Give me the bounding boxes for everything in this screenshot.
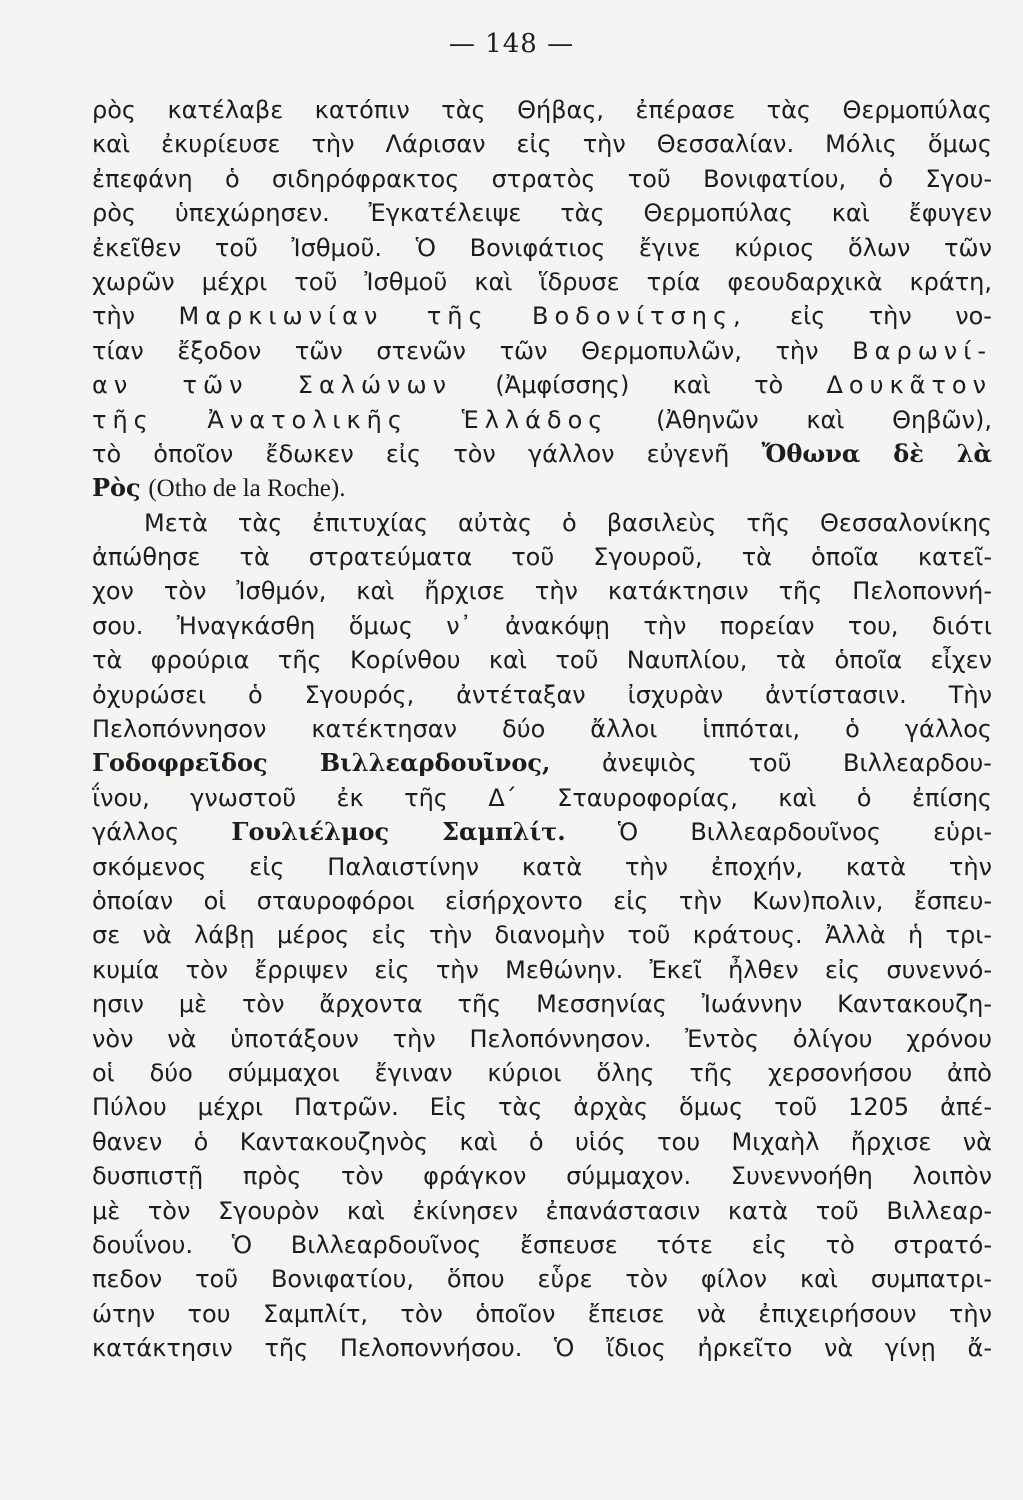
text-line: Πύλου μέχρι Πατρῶν. Εἰς τὰς ἀρχὰς ὅμως τοῦ 1205 ἀπέ- (92, 1093, 992, 1122)
spaced-name-markionia: Μαρκιωνίαν (178, 302, 384, 331)
text-line: ὁποίαν οἱ σταυροφόροι εἰσήρχοντο εἰς τὴν Κων)πολιν, ἔσπευ- (92, 886, 992, 915)
text-line: ησιν μὲ τὸν ἄρχοντα τῆς Μεσσηνίας Ἰωάννην Καντακουζη- (92, 990, 992, 1019)
text-line: ΐνου, γνωστοῦ ἐκ τῆς Δ´ Σταυροφορίας, καὶ ὁ ἐπίσης (92, 783, 992, 812)
text-line-spaced (92, 368, 992, 402)
text-line-spaced (92, 403, 992, 437)
text-line: ὀχυρώσει ὁ Σγουρός, ἀντέταξαν ἰσχυρὰν ἀντίστασιν. Τὴν (92, 680, 992, 709)
text-line: καὶ ἐκυρίευσε τὴν Λάρισαν εἰς τὴν Θεσσαλίαν. Μόλις ὅμως (92, 130, 992, 159)
bold-name-villehardouin: Γοδοφρεῖδος Βιλλεαρδουῖνος, (92, 748, 551, 778)
latin-name: (Otho de la Roche). (148, 475, 346, 503)
spaced-name-doukaton: Δουκᾶτον (826, 371, 992, 400)
text-line (92, 815, 992, 849)
text-line: δυσπιστῇ πρὸς τὸν φράγκον σύμμαχον. Συνεννοήθη λοιπὸν (92, 1162, 992, 1191)
text-fragment: γάλλος (92, 818, 180, 847)
text-line: σου. Ἠναγκάσθη ὅμως ν᾽ ἀνακόψῃ τὴν πορείαν του, διότι (92, 611, 992, 640)
bold-name-champlitte: Γουλιέλμος Σαμπλίτ. (231, 817, 566, 847)
text-line: σε νὰ λάβῃ μέρος εἰς τὴν διανομὴν τοῦ κράτους. Ἀλλὰ ἡ τρι- (92, 921, 992, 950)
spaced-name-vodonitsa: Βοδονίτσης, (532, 302, 747, 331)
text-line: οἱ δύο σύμμαχοι ἔγιναν κύριοι ὅλης τῆς χερσονήσου ἀπὸ (92, 1058, 992, 1087)
text-line: νὸν νὰ ὑποτάξουν τὴν Πελοπόννησον. Ἐντὸς ὀλίγου χρόνου (92, 1024, 992, 1053)
text-line: ώτην του Σαμπλίτ, τὸν ὁποῖον ἔπεισε νὰ ἐπιχειρήσουν τὴν (92, 1299, 992, 1328)
text-fragment: (Ἀμφίσσης) καὶ τὸ (495, 371, 784, 400)
text-line (92, 746, 992, 780)
text-line: ἀπώθησε τὰ στρατεύματα τοῦ Σγουροῦ, τὰ ὁποῖα κατεῖ- (92, 543, 992, 572)
text-fragment: τὸ ὁποῖον ἔδωκεν εἰς τὸν γάλλον εὐγενῆ (92, 439, 730, 468)
spaced-name-salona: αν τῶν Σαλώνων (92, 371, 452, 400)
text-line: θανεν ὁ Καντακουζηνὸς καὶ ὁ υἱός του Μιχαὴλ ἤρχισε νὰ (92, 1127, 992, 1156)
text-line: μὲ τὸν Σγουρὸν καὶ ἐκίνησεν ἐπανάστασιν κατὰ τοῦ Βιλλεαρ- (92, 1196, 992, 1225)
text-line: δουΐνου. Ὁ Βιλλεαρδουῖνος ἔσπευσε τότε εἰς τὸ στρατό- (92, 1230, 992, 1259)
text-fragment: Ὁ Βιλλεαρδουῖνος εὑρι- (617, 818, 992, 847)
text-line: κατάκτησιν τῆς Πελοποννήσου. Ὁ ἴδιος ἠρκεῖτο νὰ γίνῃ ἄ- (92, 1334, 992, 1363)
text-line: Πελοπόννησον κατέκτησαν δύο ἄλλοι ἱππόται, ὁ γάλλος (92, 715, 992, 744)
text-line: κυμία τὸν ἔρριψεν εἰς τὴν Μεθώνην. Ἐκεῖ ἦλθεν εἰς συνεννό- (92, 955, 992, 984)
text-line: χωρῶν μέχρι τοῦ Ἰσθμοῦ καὶ ἵδρυσε τρία φεουδαρχικὰ κράτη, (92, 267, 992, 296)
text-line (92, 437, 992, 471)
text-line: πεδον τοῦ Βονιφατίου, ὅπου εὗρε τὸν φίλον καὶ συμπατρι- (92, 1265, 992, 1294)
spaced-name-tis: τῆς (426, 302, 489, 331)
text-line-last (92, 471, 992, 505)
spaced-name-anatoliki-ellada: τῆς Ἀνατολικῆς Ἑλλάδος (92, 405, 609, 434)
text-fragment: εἰς τὴν νο- (790, 302, 992, 331)
text-line-spaced (92, 334, 992, 368)
text-fragment: τίαν ἔξοδον τῶν στενῶν τῶν Θερμοπυλῶν, τὴν (92, 336, 819, 365)
body-text (92, 93, 992, 1365)
bold-name-othon: Ὄθωνα δὲ λὰ (761, 438, 992, 468)
text-fragment: (Ἀθηνῶν καὶ Θηβῶν), (656, 405, 992, 434)
spaced-name-baronia: Βαρωνί- (852, 336, 992, 365)
paragraph-start: Μετὰ τὰς ἐπιτυχίας αὐτὰς ὁ βασιλεὺς τῆς Θεσσαλονίκης (144, 508, 992, 537)
text-line: χον τὸν Ἰσθμόν, καὶ ἤρχισε τὴν κατάκτησιν τῆς Πελοποννή- (92, 577, 992, 606)
text-line: ρὸς ὑπεχώρησεν. Ἐγκατέλειψε τὰς Θερμοπύλας καὶ ἔφυγεν (92, 199, 992, 228)
text-line: ἐκεῖθεν τοῦ Ἰσθμοῦ. Ὁ Βονιφάτιος ἔγινε κύριος ὅλων τῶν (92, 233, 992, 262)
text-line: ἐπεφάνη ὁ σιδηρόφρακτος στρατὸς τοῦ Βονιφατίου, ὁ Σγου- (92, 164, 992, 193)
text-line: ρὸς κατέλαβε κατόπιν τὰς Θήβας, ἐπέρασε τὰς Θερμοπύλας (92, 96, 992, 124)
text-line: τὰ φρούρια τῆς Κορίνθου καὶ τοῦ Ναυπλίου, τὰ ὁποῖα εἶχεν (92, 646, 992, 675)
bold-name-ros: Ρὸς (92, 473, 141, 503)
text-line-spaced (92, 299, 992, 333)
text-line: σκόμενος εἰς Παλαιστίνην κατὰ τὴν ἐποχήν, κατὰ τὴν (92, 852, 992, 881)
text-fragment: ἀνεψιὸς τοῦ Βιλλεαρδου- (601, 749, 992, 778)
page-number: — 148 — (448, 29, 575, 59)
text-fragment: τὴν (92, 302, 136, 331)
